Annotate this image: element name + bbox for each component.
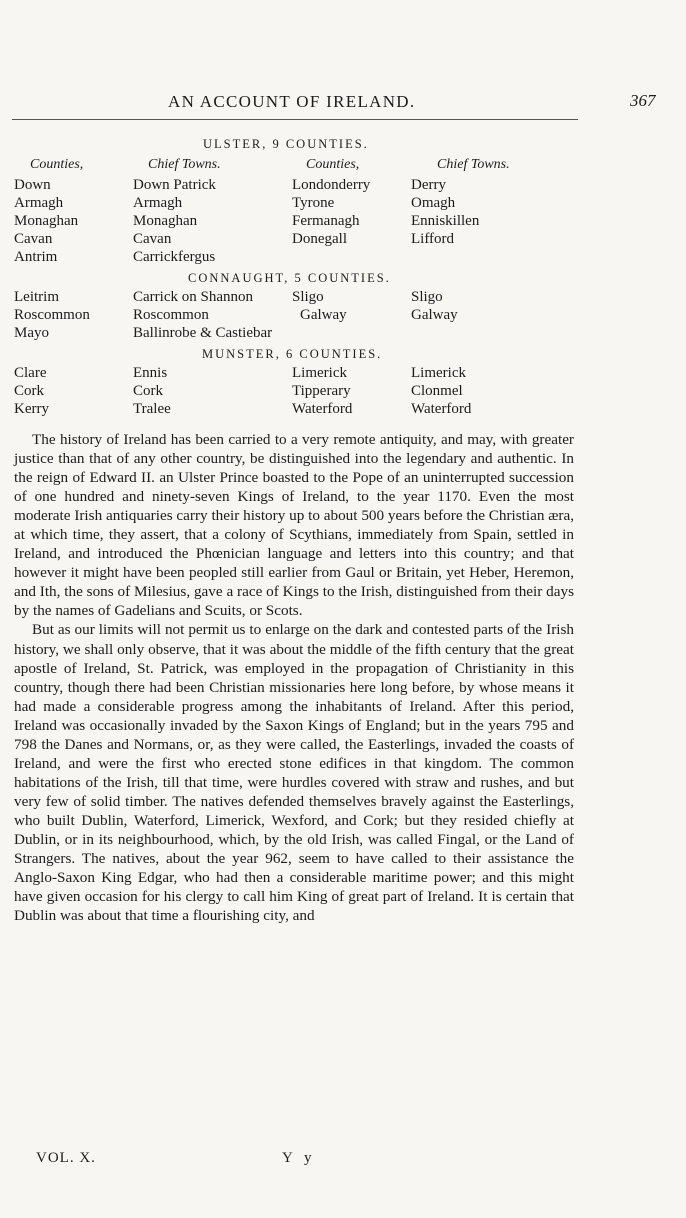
town: Tralee — [133, 401, 171, 417]
column-headings — [0, 157, 686, 175]
county: Mayo — [14, 325, 49, 341]
county: Cork — [14, 383, 44, 399]
county: Fermanagh — [292, 213, 360, 229]
table-row — [0, 401, 686, 419]
table-row — [0, 383, 686, 401]
county: Tyrone — [292, 195, 335, 211]
col-head-towns-2: Chief Towns. — [437, 157, 510, 172]
town: Armagh — [133, 195, 183, 211]
town: Down Patrick — [133, 177, 216, 193]
town: Roscommon — [133, 307, 209, 323]
county: Roscommon — [14, 307, 90, 323]
body-text — [14, 430, 574, 925]
county: Sligo — [292, 289, 324, 305]
table-row — [0, 213, 686, 231]
table-row — [0, 365, 686, 383]
table-row — [0, 249, 686, 267]
table-row — [0, 307, 686, 325]
town: Derry — [411, 177, 446, 193]
table-row — [0, 195, 686, 213]
county: Antrim — [14, 249, 58, 265]
county: Down — [14, 177, 51, 193]
ulster-heading: ULSTER, 9 COUNTIES. — [203, 137, 369, 151]
paragraph-limits: But as our limits will not permit us to enlarge on the dark and contested parts of the Irish history, we shall only observe, that it was about the middle of the fifth century that the great apostle of Ireland, St. Patrick, was employed in the propagation of Christianity in this country, though there had been Christian missionaries here long before, by whose means it had made a considerable progress among the inhabitants of Ireland. After this period, Ireland was occasionally invaded by the Saxon Kings of England; but in the years 795 and 798 the Danes and Normans, or, as they were called, the Easterlings, invaded the coasts of Ireland, and were the first who erected stone edifices in that kingdom. The common habitations of the Irish, till that time, were hurdles covered with straw and rushes, and but very few of solid timber. The natives defended themselves bravely against the Easterlings, who built Dublin, Waterford, Limerick, Wexford, and Cork; but they resided chiefly at Dublin, or in its neighbourhood, which, by the old Irish, was called Fingal, or the Land of Strangers. The natives, about the year 962, seem to have called to their assistance the Anglo-Saxon King Edgar, who had then a considerable maritime power; and this might have given occasion for his clergy to call him King of great part of Ireland. It is certain that Dublin was about that time a flourishing city, and — [14, 621, 574, 925]
county: Donegall — [292, 231, 347, 247]
county: Monaghan — [14, 213, 79, 229]
town: Clonmel — [411, 383, 463, 399]
table-row — [0, 231, 686, 249]
county: Armagh — [14, 195, 64, 211]
town: Cork — [133, 383, 163, 399]
town: Cavan — [133, 231, 172, 247]
county: Galway — [300, 307, 347, 323]
munster-heading: MUNSTER, 6 COUNTIES. — [202, 347, 383, 361]
town: Sligo — [411, 289, 443, 305]
page-footer — [0, 1150, 686, 1170]
county: Kerry — [14, 401, 49, 417]
county: Clare — [14, 365, 47, 381]
town: Enniskillen — [411, 213, 480, 229]
signature-mark: Y y — [282, 1150, 316, 1166]
town: Waterford — [411, 401, 472, 417]
county: Londonderry — [292, 177, 371, 193]
col-head-towns-1: Chief Towns. — [148, 157, 221, 172]
county: Limerick — [292, 365, 347, 381]
table-row — [0, 325, 686, 343]
town: Ballinrobe & Castiebar — [133, 325, 273, 341]
connaught-heading: CONNAUGHT, 5 COUNTIES. — [188, 271, 391, 285]
col-head-counties-2: Counties, — [306, 157, 360, 172]
volume-mark: VOL. X. — [36, 1150, 96, 1166]
county: Tipperary — [292, 383, 351, 399]
paragraph-history: The history of Ireland has been carried to a very remote antiquity, and may, with greater justice than that of any other country, be distinguished into the legendary and authentic. In the reign of Edward II. an Ulster Prince boasted to the Pope of an uninterrupted succession of one hundred and ninety-seven Kings of Ireland, to the year 1170. Even the most moderate Irish antiquaries carry their history up to about 500 years before the Christian æra, at which time, they assert, that a colony of Scythians, immediately from Spain, settled in Ireland, and introduced the Phœnician language and letters into this country; and that however it might have been peopled still earlier from Gaul or Britain, yet Heber, Heremon, and Ith, the sons of Milesius, gave a race of Kings to the Irish, distinguished from their days by the names of Gadelians and Scuits, or Scots. — [14, 431, 574, 620]
town: Lifford — [411, 231, 455, 247]
town: Carrickfergus — [133, 249, 216, 265]
town: Ennis — [133, 365, 168, 381]
header-rule — [12, 119, 578, 120]
running-header — [0, 92, 686, 120]
town: Omagh — [411, 195, 456, 211]
running-title: AN ACCOUNT OF IRELAND. — [168, 92, 416, 111]
county: Waterford — [292, 401, 353, 417]
col-head-counties-1: Counties, — [30, 157, 84, 172]
county: Cavan — [14, 231, 53, 247]
town: Limerick — [411, 365, 466, 381]
town: Galway — [411, 307, 458, 323]
town: Carrick on Shannon — [133, 289, 253, 305]
town: Monaghan — [133, 213, 198, 229]
table-row — [0, 289, 686, 307]
county: Leitrim — [14, 289, 59, 305]
table-row — [0, 177, 686, 195]
page-number: 367 — [630, 91, 656, 110]
